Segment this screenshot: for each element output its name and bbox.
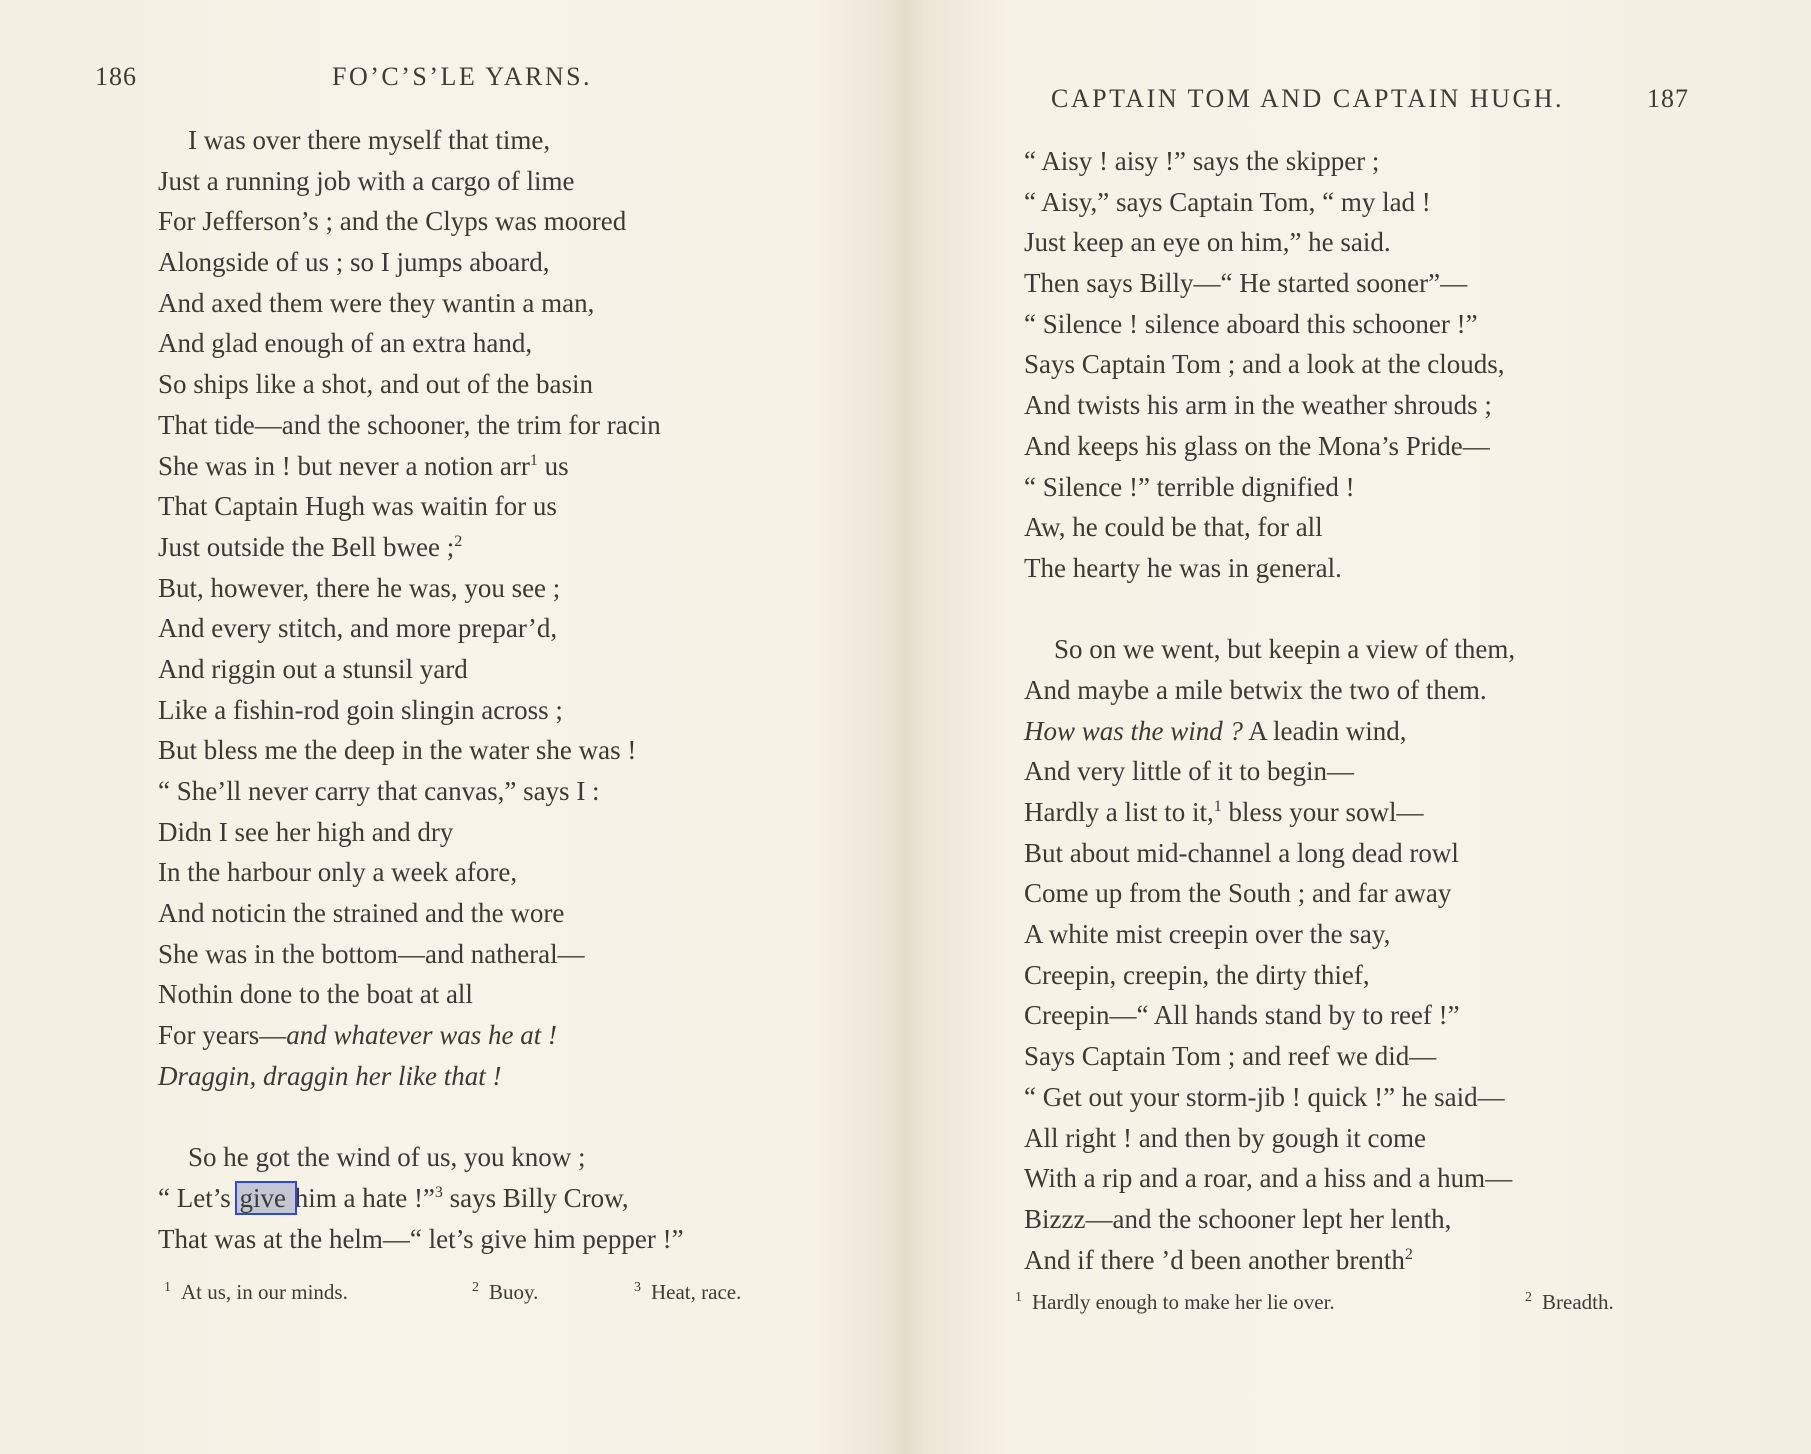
italic-text: Draggin, draggin her like that ! bbox=[158, 1060, 502, 1091]
line-text: And if there ’d been another brenth bbox=[1024, 1244, 1405, 1275]
line-text: “ Let’s bbox=[158, 1182, 238, 1213]
verse-line bbox=[158, 852, 684, 893]
line-text: says Billy Crow, bbox=[442, 1182, 629, 1213]
verse-line bbox=[158, 446, 684, 487]
verse-line bbox=[158, 1015, 684, 1056]
line-text: But, however, there he was, you see ; bbox=[158, 572, 561, 603]
line-text: That Captain Hugh was waitin for us bbox=[158, 491, 557, 522]
line-text: Didn I see her high and dry bbox=[158, 816, 454, 847]
line-text: And very little of it to begin— bbox=[1024, 756, 1354, 787]
line-text: bless your sowl— bbox=[1221, 797, 1424, 827]
line-text: Bizzz—and the schooner lept her lenth, bbox=[1024, 1203, 1452, 1234]
line-text: “ Aisy,” says Captain Tom, “ my lad ! bbox=[1024, 186, 1431, 217]
verse-line bbox=[1024, 548, 1515, 589]
verse-line bbox=[158, 161, 684, 202]
line-text: Says Captain Tom ; and reef we did— bbox=[1024, 1041, 1437, 1072]
line-text: With a rip and a roar, and a hiss and a hum— bbox=[1024, 1163, 1513, 1194]
line-text: That was at the helm—“ let’s give him pepper !” bbox=[158, 1223, 684, 1254]
line-text: In the harbour only a week afore, bbox=[158, 857, 518, 888]
footnote-marker: 1 bbox=[529, 451, 538, 469]
verse-line bbox=[1024, 467, 1515, 508]
verse-line bbox=[1024, 1036, 1515, 1077]
verse-line bbox=[158, 527, 684, 568]
running-head: CAPTAIN TOM AND CAPTAIN HUGH. bbox=[1051, 84, 1565, 113]
highlighted-word[interactable]: give bbox=[239, 1182, 293, 1213]
line-text: All right ! and then by gough it come bbox=[1024, 1122, 1426, 1153]
verse-line bbox=[158, 405, 684, 446]
verse-line bbox=[158, 1056, 684, 1097]
verse-line bbox=[158, 649, 684, 690]
line-text: And every stitch, and more prepar’d, bbox=[158, 613, 558, 644]
verse-line bbox=[158, 730, 684, 771]
italic-text: How was the wind ? bbox=[1024, 715, 1244, 746]
verse-line bbox=[1024, 914, 1515, 955]
verse-line bbox=[158, 242, 684, 283]
footnote-marker: 2 bbox=[1525, 1290, 1532, 1305]
footnote-marker: 1 bbox=[164, 1280, 171, 1295]
italic-text: and whatever was he at ! bbox=[286, 1020, 557, 1051]
verse-text bbox=[158, 120, 684, 1259]
verse-line bbox=[1024, 995, 1515, 1036]
line-text: But about mid-channel a long dead rowl bbox=[1024, 837, 1459, 868]
line-text: him a hate !” bbox=[294, 1182, 435, 1213]
line-text: And riggin out a stunsil yard bbox=[158, 653, 468, 684]
footnote bbox=[634, 1280, 741, 1305]
line-text: For years— bbox=[158, 1020, 287, 1051]
verse-text bbox=[1024, 141, 1515, 1280]
footnote-marker: 2 bbox=[472, 1280, 479, 1295]
verse-line bbox=[158, 364, 684, 405]
line-text: Then says Billy—“ He started sooner”— bbox=[1024, 268, 1468, 299]
footnote bbox=[472, 1280, 538, 1305]
running-head: FO’C’S’LE YARNS. bbox=[332, 62, 593, 91]
verse-line bbox=[158, 771, 684, 812]
verse-line bbox=[1024, 344, 1515, 385]
stanza-break bbox=[158, 1097, 684, 1138]
verse-line bbox=[158, 812, 684, 853]
footnote-text: At us, in our minds. bbox=[181, 1280, 348, 1304]
page-number: 186 bbox=[95, 62, 137, 91]
line-text: Creepin, creepin, the dirty thief, bbox=[1024, 959, 1370, 990]
verse-line bbox=[1024, 711, 1515, 752]
footnote bbox=[164, 1280, 348, 1305]
verse-line bbox=[1024, 1118, 1515, 1159]
line-text: us bbox=[537, 450, 569, 481]
line-text: Like a fishin-rod goin slingin across ; bbox=[158, 694, 563, 725]
line-text: So he got the wind of us, you know ; bbox=[188, 1142, 586, 1173]
line-text: She was in ! but never a notion arr bbox=[158, 450, 530, 481]
line-text: Aw, he could be that, for all bbox=[1024, 512, 1323, 543]
verse-line bbox=[158, 323, 684, 364]
verse-line bbox=[1024, 426, 1515, 467]
line-text: Alongside of us ; so I jumps aboard, bbox=[158, 247, 550, 278]
verse-line bbox=[158, 568, 684, 609]
verse-line bbox=[158, 690, 684, 731]
verse-line bbox=[1024, 1158, 1515, 1199]
verse-line bbox=[158, 120, 684, 161]
verse-line bbox=[1024, 1240, 1515, 1281]
verse-line bbox=[1024, 304, 1515, 345]
line-text: But bless me the deep in the water she was ! bbox=[158, 735, 637, 766]
verse-line bbox=[158, 893, 684, 934]
verse-line bbox=[1024, 385, 1515, 426]
footnote-text: Buoy. bbox=[489, 1280, 539, 1304]
line-text: Just keep an eye on him,” he said. bbox=[1024, 227, 1391, 258]
verse-line bbox=[158, 974, 684, 1015]
verse-line bbox=[158, 1178, 684, 1219]
line-text: “ Silence ! silence aboard this schooner !” bbox=[1024, 308, 1478, 339]
right-page bbox=[905, 0, 1811, 1454]
footnote bbox=[1015, 1290, 1335, 1315]
verse-line bbox=[1024, 141, 1515, 182]
footnote-marker: 1 bbox=[1213, 798, 1222, 815]
line-text: Hardly a list to it, bbox=[1024, 797, 1214, 827]
line-text: And keeps his glass on the Mona’s Pride— bbox=[1024, 430, 1490, 461]
line-text: Creepin—“ All hands stand by to reef !” bbox=[1024, 1000, 1460, 1031]
line-text: I was over there myself that time, bbox=[188, 125, 551, 155]
line-text: Come up from the South ; and far away bbox=[1024, 878, 1452, 909]
verse-line bbox=[1024, 1199, 1515, 1240]
verse-line bbox=[1024, 263, 1515, 304]
line-text: “ Aisy ! aisy !” says the skipper ; bbox=[1024, 146, 1380, 176]
verse-line bbox=[158, 1137, 684, 1178]
verse-line bbox=[158, 934, 684, 975]
verse-line bbox=[158, 1219, 684, 1260]
line-text: A white mist creepin over the say, bbox=[1024, 919, 1391, 950]
verse-line bbox=[1024, 1077, 1515, 1118]
line-text: “ She’ll never carry that canvas,” says I : bbox=[158, 776, 600, 806]
page-number: 187 bbox=[1647, 84, 1689, 113]
line-text: Says Captain Tom ; and a look at the clouds, bbox=[1024, 349, 1505, 380]
verse-line bbox=[158, 608, 684, 649]
verse-line bbox=[1024, 751, 1515, 792]
footnote-text: Breadth. bbox=[1542, 1290, 1614, 1314]
line-text: The hearty he was in general. bbox=[1024, 552, 1342, 583]
left-page bbox=[0, 0, 900, 1454]
stanza-break bbox=[1024, 589, 1515, 630]
verse-line bbox=[158, 283, 684, 324]
line-text: So ships like a shot, and out of the basin bbox=[158, 369, 593, 400]
line-text: For Jefferson’s ; and the Clyps was moored bbox=[158, 206, 627, 237]
verse-line bbox=[1024, 833, 1515, 874]
line-text: Just outside the Bell bwee ; bbox=[158, 531, 455, 562]
line-text: And maybe a mile betwix the two of them. bbox=[1024, 674, 1487, 705]
line-text: Just a running job with a cargo of lime bbox=[158, 165, 575, 196]
line-text: That tide—and the schooner, the trim for racin bbox=[158, 409, 661, 440]
line-text: “ Get out your storm-jib ! quick !” he said— bbox=[1024, 1081, 1505, 1112]
verse-line bbox=[1024, 792, 1515, 833]
verse-line bbox=[1024, 507, 1515, 548]
line-text: And noticin the strained and the wore bbox=[158, 898, 565, 929]
line-text: Nothin done to the boat at all bbox=[158, 979, 473, 1010]
line-text: A leadin wind, bbox=[1243, 715, 1407, 746]
line-text: And twists his arm in the weather shrouds ; bbox=[1024, 390, 1492, 421]
verse-line bbox=[1024, 670, 1515, 711]
footnote-marker: 1 bbox=[1015, 1290, 1022, 1305]
verse-line bbox=[1024, 182, 1515, 223]
line-text: And axed them were they wantin a man, bbox=[158, 287, 595, 318]
footnote bbox=[1525, 1290, 1614, 1315]
footnote-marker: 3 bbox=[434, 1183, 443, 1201]
verse-line bbox=[1024, 222, 1515, 263]
verse-line bbox=[1024, 955, 1515, 996]
footnote-marker: 2 bbox=[454, 532, 463, 550]
line-text: “ Silence !” terrible dignified ! bbox=[1024, 471, 1355, 502]
footnote-text: Heat, race. bbox=[651, 1280, 742, 1304]
footnote-marker: 3 bbox=[634, 1280, 641, 1295]
footnote-text: Hardly enough to make her lie over. bbox=[1032, 1290, 1335, 1314]
line-text: And glad enough of an extra hand, bbox=[158, 328, 533, 359]
line-text: She was in the bottom—and natheral— bbox=[158, 938, 585, 969]
verse-line bbox=[1024, 629, 1515, 670]
footnote-marker: 2 bbox=[1404, 1245, 1413, 1263]
line-text: So on we went, but keepin a view of them, bbox=[1054, 634, 1516, 665]
verse-line bbox=[158, 486, 684, 527]
verse-line bbox=[158, 201, 684, 242]
verse-line bbox=[1024, 873, 1515, 914]
